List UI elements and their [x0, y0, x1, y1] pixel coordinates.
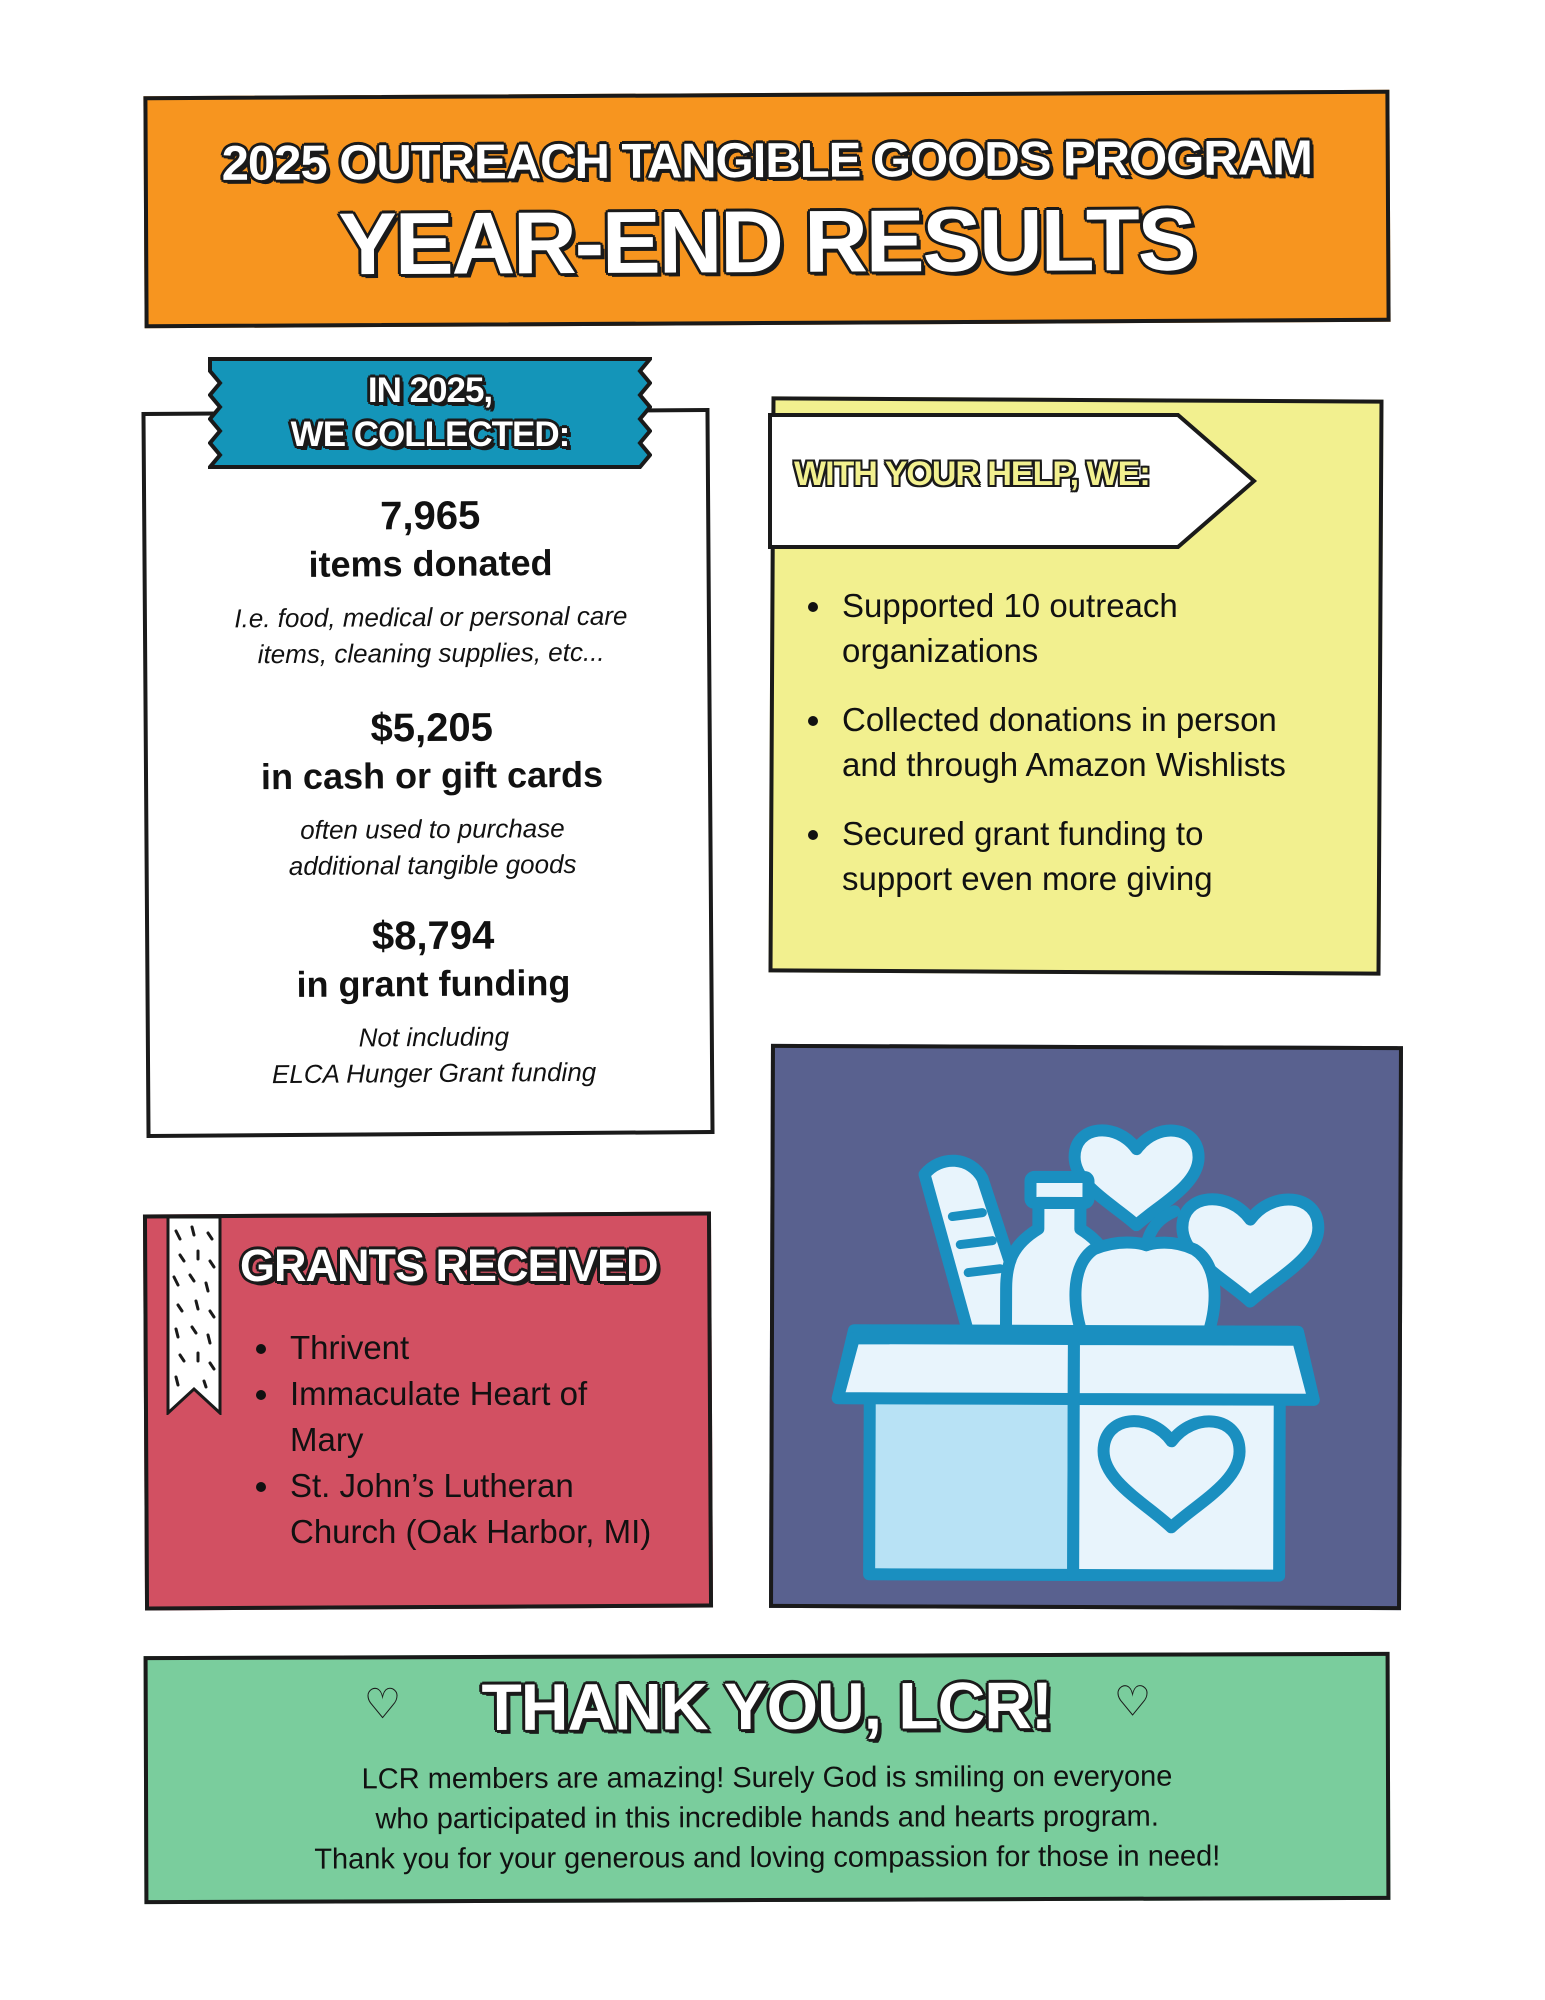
stat-note-line: Not including [358, 1021, 510, 1053]
header-banner [143, 90, 1390, 329]
help-arrow-banner [768, 413, 1258, 549]
list-item-line: St. John’s Lutheran [290, 1467, 574, 1504]
illustration-card [769, 1044, 1403, 1610]
stat-note-line: ELCA Hunger Grant funding [271, 1056, 597, 1090]
help-list [804, 583, 1364, 925]
list-item-line: Church (Oak Harbor, MI) [290, 1513, 652, 1550]
stat-cash [148, 704, 717, 885]
thank-you-card [144, 1652, 1391, 1904]
message-line: LCR members are amazing! Surely God is smiling on everyone [361, 1760, 1173, 1796]
stat-note [148, 809, 716, 885]
list-item-line: and through Amazon Wishlists [842, 746, 1286, 783]
stat-note-line: often used to purchase [300, 813, 565, 845]
collected-banner [208, 357, 652, 469]
list-item [804, 811, 1364, 901]
heart-doodle-icon: ♡ [363, 1680, 402, 1728]
header-kicker: 2025 OUTREACH TANGIBLE GOODS PROGRAM [221, 131, 1312, 191]
ribbon-icon [166, 1217, 222, 1415]
list-item [252, 1463, 712, 1555]
stat-note [147, 597, 715, 673]
donation-box-icon [773, 1048, 1399, 1606]
thank-you-title: THANK YOU, LCR! [481, 1668, 1053, 1744]
message-line: Thank you for your generous and loving compassion for those in need! [314, 1840, 1221, 1876]
stat-unit: in grant funding [296, 962, 571, 1005]
list-item [804, 697, 1364, 787]
list-item-line: Thrivent [290, 1329, 410, 1366]
heart-doodle-icon: ♡ [1113, 1677, 1152, 1725]
list-item-line: Supported 10 outreach [842, 587, 1178, 624]
banner-line: IN 2025, [367, 371, 493, 410]
stat-note-line: additional tangible goods [288, 848, 577, 881]
stat-note-line: items, cleaning supplies, etc... [257, 636, 605, 670]
grants-list [252, 1325, 712, 1555]
stat-value: $8,794 [371, 913, 495, 959]
stat-note [150, 1017, 718, 1093]
list-item [252, 1325, 712, 1371]
list-item-line: Immaculate Heart of [290, 1375, 588, 1412]
help-title: WITH YOUR HELP, WE: [794, 455, 1150, 493]
stat-note-line: I.e. food, medical or personal care [234, 600, 628, 634]
stat-value: $5,205 [370, 705, 494, 751]
message-line: who participated in this incredible hands and hearts program. [375, 1800, 1159, 1836]
stat-grants [149, 912, 718, 1093]
grants-title: GRANTS RECEIVED [240, 1240, 658, 1291]
collected-banner-label [208, 369, 652, 457]
stat-items [146, 492, 715, 673]
stat-unit: in cash or gift cards [260, 753, 604, 798]
list-item-line: Collected donations in person [842, 701, 1277, 738]
collected-card [141, 408, 714, 1138]
list-item [252, 1371, 712, 1463]
stat-value: 7,965 [379, 493, 481, 539]
list-item-line: Secured grant funding to [842, 815, 1204, 852]
banner-line: WE COLLECTED: [290, 415, 570, 454]
list-item-line: support even more giving [842, 860, 1213, 897]
list-item-line: organizations [842, 632, 1039, 669]
stat-unit: items donated [308, 542, 553, 585]
list-item-line: Mary [290, 1421, 364, 1458]
page-title: YEAR-END RESULTS [337, 189, 1195, 294]
thank-you-message [148, 1756, 1386, 1880]
list-item [804, 583, 1364, 673]
